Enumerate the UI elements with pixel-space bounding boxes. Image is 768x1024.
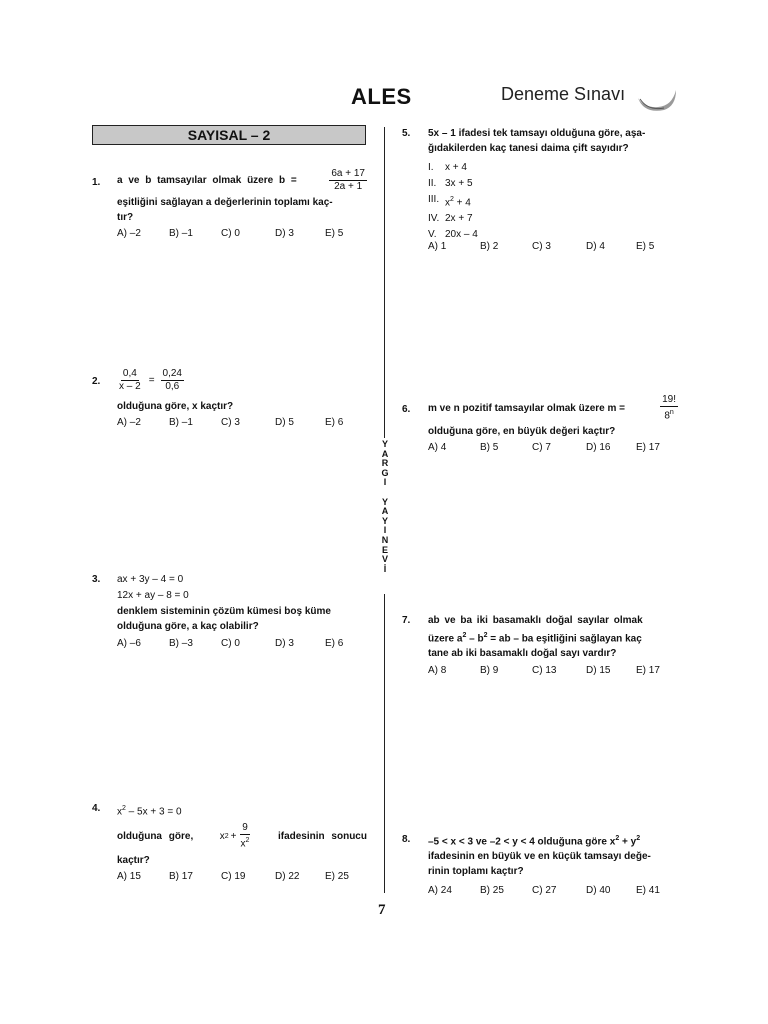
- question-4: [117, 801, 367, 882]
- option-d[interactable]: D) 3: [275, 228, 294, 239]
- equation: $x^2 - 5x + 3 = 0$: [117, 805, 182, 818]
- question-text: üzere $a^2 - b^2$ = ab – ba eşitliğini sağlayan kaç: [428, 632, 642, 645]
- question-number: 7.: [402, 615, 411, 626]
- fraction: [239, 822, 252, 850]
- roman-list: [428, 160, 678, 243]
- option-b[interactable]: B) 17: [169, 870, 193, 882]
- option-e[interactable]: E) 6: [325, 417, 344, 428]
- roman-numeral: II.: [428, 178, 437, 189]
- fraction-denominator: $x^2$: [240, 837, 250, 850]
- question-text: ab ve ba iki basamaklı doğal sayılar olmak: [428, 615, 643, 626]
- roman-numeral: V.: [428, 229, 437, 241]
- spine-letter: A: [381, 448, 389, 459]
- text-part: = ab – ba eşitliğini sağlayan kaç: [487, 633, 642, 645]
- option-a[interactable]: A) 1: [428, 241, 447, 253]
- swoosh-logo-icon: [634, 80, 680, 116]
- spine-letter: A: [381, 506, 389, 517]
- roman-item: [428, 192, 678, 211]
- roman-item: [428, 176, 678, 192]
- option-c[interactable]: C) 0: [221, 228, 240, 239]
- roman-numeral: IV.: [428, 213, 440, 225]
- spine-letter: V: [381, 554, 388, 565]
- option-e[interactable]: E) 5: [636, 241, 655, 253]
- fraction: [117, 368, 143, 393]
- question-text: ifadesinin en büyük ve en küçük tamsayı değe-: [428, 851, 651, 863]
- fraction-denominator: 8$^n$: [664, 409, 674, 422]
- option-c[interactable]: C) 27: [532, 885, 557, 897]
- spine-letter: R: [381, 458, 389, 469]
- question-text: tane ab iki basamaklı doğal sayı vardır?: [428, 648, 617, 660]
- roman-expr: x + 4: [445, 162, 467, 173]
- answer-options: [428, 442, 678, 453]
- question-number: 2.: [92, 376, 101, 387]
- option-c[interactable]: C) 3: [532, 241, 551, 253]
- question-text: olduğuna göre, x kaçtır?: [117, 401, 234, 412]
- question-text: olduğuna göre, a kaç olabilir?: [117, 621, 259, 632]
- plus-sign: +: [230, 830, 237, 842]
- fraction-denominator: 0,6: [165, 381, 180, 392]
- text-part: –5 < x < 3 ve –2 < y < 4 olduğuna göre x: [428, 836, 616, 848]
- roman-expr: 2x + 7: [445, 213, 473, 225]
- answer-options: [117, 417, 367, 428]
- answer-options: [428, 885, 678, 896]
- question-2: [117, 368, 367, 428]
- option-b[interactable]: B) –1: [169, 417, 193, 428]
- equation: ax + 3y – 4 = 0: [117, 574, 184, 585]
- question-3: [117, 572, 367, 649]
- option-d[interactable]: D) 15: [586, 665, 611, 677]
- spine-letter: I: [383, 477, 387, 488]
- expr-post: + 4: [453, 197, 471, 209]
- option-c[interactable]: C) 19: [221, 870, 246, 882]
- question-number: 3.: [92, 574, 101, 585]
- question-text: 5x – 1 ifadesi tek tamsayı olduğuna göre, aşa-: [428, 128, 646, 139]
- expression: x 2 + $\frac{9}{x^2}$: [219, 822, 250, 850]
- option-d[interactable]: D) 4: [586, 241, 605, 253]
- spine-letter: İ: [383, 563, 387, 574]
- question-text: ifadesinin sonucu: [277, 830, 367, 842]
- question-number: 5.: [402, 128, 411, 139]
- question-text: tır?: [117, 212, 134, 223]
- question-text: rinin toplamı kaçtır?: [428, 866, 524, 878]
- denominator-base: 8: [664, 410, 670, 422]
- equation-part: – 5x + 3 = 0: [125, 806, 182, 818]
- option-e[interactable]: E) 6: [325, 638, 344, 649]
- question-7: [428, 613, 678, 676]
- question-number: 6.: [402, 404, 411, 415]
- option-b[interactable]: B) 9: [480, 665, 499, 677]
- option-e[interactable]: E) 25: [325, 870, 349, 882]
- spine-letter: Y: [381, 515, 388, 526]
- section-title: SAYISAL – 2: [92, 125, 366, 145]
- question-5: [428, 126, 678, 252]
- question-text: ğıdakilerden kaç tanesi daima çift sayıdır?: [428, 143, 629, 154]
- roman-numeral: III.: [428, 194, 440, 205]
- spine-letter: Y: [381, 496, 388, 507]
- option-d[interactable]: D) 16: [586, 442, 611, 454]
- question-text: olduğuna göre, en büyük değeri kaçtır?: [428, 426, 616, 438]
- spine-letter: Y: [381, 439, 388, 449]
- roman-numeral: I.: [428, 162, 434, 173]
- answer-options: [428, 241, 678, 252]
- denominator-base: x: [240, 838, 246, 850]
- brand-logo: ALES: [351, 84, 412, 109]
- question-8: [428, 831, 678, 896]
- option-b[interactable]: B) –3: [169, 638, 193, 649]
- roman-expr: 3x + 5: [445, 178, 473, 189]
- question-6: [428, 394, 678, 453]
- option-e[interactable]: E) 41: [636, 885, 660, 897]
- text-part: üzere a: [428, 633, 463, 645]
- option-c[interactable]: C) 13: [532, 665, 557, 677]
- publisher-spine: [379, 440, 391, 574]
- question-1: [117, 168, 367, 239]
- question-text: a ve b tamsayılar olmak üzere b =: [117, 175, 297, 186]
- fraction-numerator: 9: [242, 822, 248, 834]
- fraction: [329, 168, 367, 193]
- roman-expr: 20x – 4: [445, 229, 478, 241]
- question-number: 1.: [92, 177, 101, 188]
- option-a[interactable]: A) –2: [117, 228, 141, 239]
- option-d[interactable]: D) 5: [275, 417, 294, 428]
- option-a[interactable]: A) –2: [117, 417, 141, 428]
- expression-part: x: [219, 830, 225, 842]
- spine-letter: N: [381, 534, 389, 545]
- option-b[interactable]: B) 25: [480, 885, 504, 897]
- question-text: olduğuna göre,: [117, 830, 194, 842]
- option-d[interactable]: D) 40: [586, 885, 611, 897]
- answer-options: [117, 228, 367, 239]
- option-e[interactable]: E) 17: [636, 665, 660, 677]
- spine-letter: E: [381, 544, 388, 555]
- fraction: [161, 368, 184, 393]
- expr-base: x: [445, 197, 450, 209]
- roman-item: [428, 160, 678, 176]
- option-b[interactable]: B) 5: [480, 442, 499, 454]
- option-c[interactable]: C) 7: [532, 442, 551, 454]
- option-a[interactable]: A) 4: [428, 442, 447, 454]
- roman-expr: $x^2 + 4$: [445, 196, 471, 209]
- question-number: 4.: [92, 803, 101, 814]
- equation-part: x: [117, 806, 122, 818]
- equals-sign: =: [148, 375, 155, 386]
- option-b[interactable]: B) –1: [169, 228, 193, 239]
- option-e[interactable]: E) 17: [636, 442, 660, 454]
- option-d[interactable]: D) 22: [275, 870, 300, 882]
- fraction-numerator: 6a + 17: [331, 168, 365, 179]
- option-e[interactable]: E) 5: [325, 228, 344, 239]
- answer-options: [428, 665, 678, 676]
- spine-letter: I: [383, 525, 387, 536]
- question-text: m ve n pozitif tamsayılar olmak üzere m =: [428, 402, 626, 414]
- text-part: + y: [619, 836, 637, 848]
- roman-item: [428, 211, 678, 227]
- option-b[interactable]: B) 2: [480, 241, 499, 253]
- fraction-numerator: 19!: [662, 394, 676, 405]
- page-number: 7: [378, 902, 386, 918]
- question-text: kaçtır?: [117, 854, 150, 866]
- fraction-numerator: 0,4: [122, 368, 137, 379]
- exam-subtitle: Deneme Sınavı: [501, 84, 626, 104]
- fraction-denominator: x – 2: [119, 381, 141, 392]
- question-text: eşitliğini sağlayan a değerlerinin toplamı kaç-: [117, 197, 333, 208]
- option-a[interactable]: A) –6: [117, 638, 141, 649]
- option-c[interactable]: C) 0: [221, 638, 240, 649]
- equation: 12x + ay – 8 = 0: [117, 590, 189, 601]
- text-part: – b: [466, 633, 484, 645]
- option-a[interactable]: A) 24: [428, 885, 452, 897]
- fraction: [660, 394, 678, 422]
- spine-letter: G: [381, 467, 389, 478]
- option-a[interactable]: A) 8: [428, 665, 447, 677]
- option-c[interactable]: C) 3: [221, 417, 240, 428]
- option-a[interactable]: A) 15: [117, 870, 141, 882]
- fraction-numerator: 0,24: [162, 368, 182, 379]
- answer-options: [117, 871, 367, 882]
- option-d[interactable]: D) 3: [275, 638, 294, 649]
- answer-options: [117, 638, 367, 649]
- question-number: 8.: [402, 834, 411, 845]
- question-text: denklem sisteminin çözüm kümesi boş küme: [117, 606, 331, 617]
- question-text: –5 < x < 3 ve –2 < y < 4 olduğuna göre $x^2 + y^2$: [428, 835, 641, 848]
- fraction-denominator: 2a + 1: [334, 181, 363, 192]
